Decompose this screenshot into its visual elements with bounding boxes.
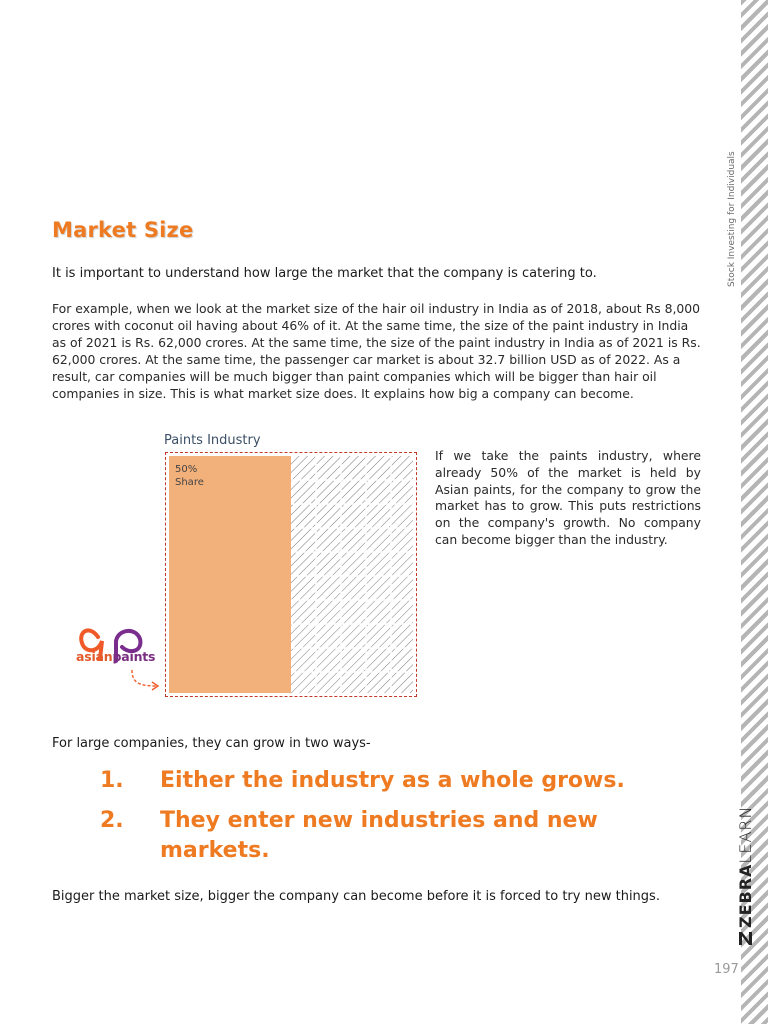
page-number: 197: [714, 962, 739, 977]
section-heading: Market Size: [52, 218, 194, 242]
chart-title: Paints Industry: [164, 433, 261, 448]
share-area: [169, 456, 291, 693]
brand-light: LEARN: [736, 805, 755, 864]
list-number: 2.: [100, 808, 124, 833]
zebralearn-logo: [736, 806, 755, 946]
growth-ways-list: [100, 766, 700, 876]
wordmark-asian: asian: [76, 649, 113, 664]
lead-paragraph: It is important to understand how large the market that the company is catering to.: [52, 266, 597, 281]
wordmark-paints: paints: [112, 649, 156, 664]
brand-bold: ZEBRA: [736, 863, 755, 928]
list-number: 1.: [100, 768, 124, 793]
book-title-vertical: Stock Investing for Individuals: [727, 151, 737, 287]
closing-paragraph: Bigger the market size, bigger the company can become before it is forced to try new things.: [52, 889, 660, 904]
share-label-text: Share: [175, 477, 204, 488]
list-text: Either the industry as a whole grows.: [160, 768, 625, 793]
body-paragraph: For example, when we look at the market size of the hair oil industry in India as of 2018, about Rs 8,000 crores with coconut oil having about 46% of it. At the same time, the size of the paint industry in India as of 2021 is Rs. 62,000 crores. At the same time, the size of the paint industry in India as of 2021 is Rs. 62,000 crores. At the same time, the passenger car market is about 32.7 billion USD as of 2022. As a result, car companies will be much bigger than paint companies which will be bigger than hair oil companies in size. This is what market size does. It explains how big a company can become.: [52, 301, 701, 402]
list-item: [100, 806, 700, 866]
rest-of-market-area: [291, 456, 413, 693]
list-text: They enter new industries and new markets.: [160, 808, 598, 863]
asian-paints-wordmark: [76, 649, 155, 664]
chart-explanation: If we take the paints industry, where already 50% of the market is held by Asian paints, for the company to grow the market has to grow. This puts restrictions on the company's growth. No company can become bigger than the industry.: [435, 448, 701, 547]
share-label-value: 50%: [175, 464, 198, 475]
pointer-arrow-icon: [128, 668, 162, 694]
list-item: [100, 766, 700, 796]
zebra-mark-icon: [739, 932, 752, 945]
market-share-chart: [166, 453, 416, 696]
growth-intro: For large companies, they can grow in two ways-: [52, 736, 371, 751]
chart-frame: [165, 452, 417, 697]
